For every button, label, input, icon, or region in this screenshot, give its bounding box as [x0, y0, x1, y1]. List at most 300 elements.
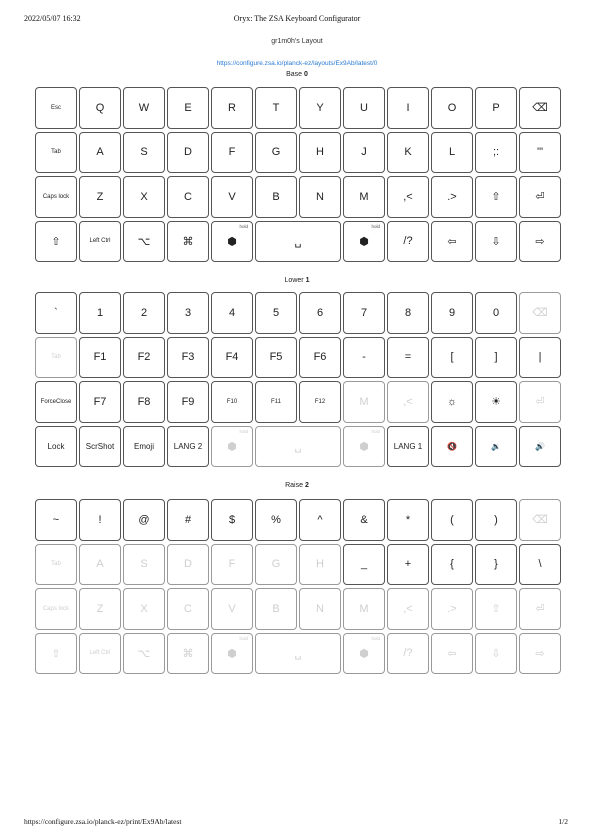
key-label: A [96, 146, 104, 159]
key-label: ! [98, 513, 102, 526]
key-arrow-down[interactable] [475, 633, 517, 675]
key-label: Caps lock [42, 193, 70, 200]
key-label: ,< [403, 395, 413, 408]
key-volume-up[interactable] [519, 426, 561, 468]
key-legend[interactable] [475, 87, 517, 129]
key-legend[interactable] [79, 337, 121, 379]
key-legend[interactable] [475, 499, 517, 541]
key-label: } [494, 558, 498, 571]
key-space[interactable] [255, 221, 341, 263]
shift-icon: ⇧ [491, 191, 501, 204]
key-layer-cube[interactable] [211, 221, 253, 263]
layer-label-raise: Raise 2 [285, 482, 309, 489]
key-legend[interactable] [387, 499, 429, 541]
key-label: F11 [271, 398, 281, 405]
key-legend[interactable] [387, 292, 429, 334]
key-legend[interactable] [167, 176, 209, 218]
key-legend[interactable] [387, 221, 429, 263]
key-legend[interactable] [211, 292, 253, 334]
key-layer-cube[interactable] [211, 426, 253, 468]
key-legend[interactable] [79, 426, 121, 468]
key-label: Z [96, 190, 104, 203]
key-legend[interactable] [519, 337, 561, 379]
key-volume-down[interactable] [475, 426, 517, 468]
key-brightness-up[interactable] [475, 381, 517, 423]
key-shift[interactable] [475, 588, 517, 630]
key-label: ( [450, 513, 454, 526]
key-label: V [228, 190, 236, 203]
key-label: Tab [51, 354, 61, 361]
command-icon: ⌘ [182, 235, 194, 248]
key-label: 1 [96, 306, 104, 319]
key-legend[interactable] [299, 588, 341, 630]
key-label: B [272, 602, 280, 615]
key-label: F7 [93, 395, 107, 408]
key-legend[interactable] [123, 176, 165, 218]
key-legend[interactable] [255, 87, 297, 129]
key-label: U [360, 101, 368, 114]
mute-icon: 🔇 [447, 441, 457, 451]
key-legend[interactable] [299, 544, 341, 586]
key-legend[interactable] [167, 87, 209, 129]
key-legend[interactable] [255, 499, 297, 541]
key-label: Q [95, 101, 105, 114]
key-label: % [271, 513, 281, 526]
key-label: * [405, 513, 411, 526]
key-label: D [184, 146, 192, 159]
key-option[interactable] [123, 633, 165, 675]
key-label: Tab [51, 561, 61, 568]
hold-tag: hold [371, 635, 380, 641]
key-enter[interactable] [519, 176, 561, 218]
key-label: M [359, 395, 369, 408]
arrow-left-icon: ⇦ [447, 235, 457, 248]
key-legend[interactable] [79, 381, 121, 423]
key-command[interactable] [167, 221, 209, 263]
key-arrow-down[interactable] [475, 221, 517, 263]
key-label: Esc [50, 104, 61, 111]
key-label: F9 [181, 395, 195, 408]
key-label: 2 [140, 306, 148, 319]
layer-grid-lower [35, 292, 561, 467]
key-shift[interactable] [35, 633, 77, 675]
key-legend[interactable] [431, 292, 473, 334]
key-label: Z [96, 602, 104, 615]
key-legend[interactable] [79, 633, 121, 675]
key-legend[interactable] [299, 337, 341, 379]
key-label: @ [138, 513, 150, 526]
layer-cube-icon: ⬢ [227, 647, 237, 660]
space-icon: ␣ [294, 235, 302, 248]
key-legend[interactable] [387, 87, 429, 129]
key-label: & [360, 513, 368, 526]
key-legend[interactable] [79, 588, 121, 630]
key-label: F [228, 558, 236, 571]
key-label: N [316, 602, 324, 615]
key-legend[interactable] [123, 87, 165, 129]
key-legend[interactable] [35, 176, 77, 218]
key-label: N [316, 190, 324, 203]
key-legend[interactable] [343, 87, 385, 129]
brightness-up-icon: ☀ [491, 396, 501, 409]
key-legend[interactable] [431, 588, 473, 630]
key-legend[interactable] [211, 588, 253, 630]
key-layer-cube[interactable] [343, 221, 385, 263]
key-space[interactable] [255, 426, 341, 468]
key-legend[interactable] [387, 426, 429, 468]
key-legend[interactable] [79, 221, 121, 263]
key-label: 7 [360, 306, 368, 319]
key-label: G [271, 146, 281, 159]
key-option[interactable] [123, 221, 165, 263]
key-layer-cube[interactable] [211, 633, 253, 675]
key-label: C [184, 602, 192, 615]
key-legend[interactable] [387, 337, 429, 379]
key-label: .> [447, 602, 457, 615]
key-legend[interactable] [343, 292, 385, 334]
key-label: C [184, 190, 192, 203]
key-shift[interactable] [35, 221, 77, 263]
option-icon: ⌥ [137, 647, 151, 660]
key-label: G [271, 558, 281, 571]
key-legend[interactable] [431, 132, 473, 174]
key-legend[interactable] [343, 499, 385, 541]
key-label: X [140, 190, 148, 203]
key-label: 0 [492, 306, 500, 319]
key-legend[interactable] [475, 544, 517, 586]
key-label: Left Ctrl [89, 650, 111, 657]
space-icon: ␣ [294, 440, 302, 453]
key-label: 8 [404, 306, 412, 319]
layer-cube-icon: ⬢ [227, 235, 237, 248]
key-label: T [272, 101, 280, 114]
key-label: Y [316, 101, 324, 114]
key-legend[interactable] [167, 426, 209, 468]
key-arrow-right[interactable] [519, 633, 561, 675]
key-legend[interactable] [211, 381, 253, 423]
key-legend[interactable] [123, 588, 165, 630]
key-legend[interactable] [519, 132, 561, 174]
enter-icon: ⏎ [535, 396, 545, 409]
layer-cube-icon: ⬢ [359, 440, 369, 453]
key-legend[interactable] [387, 381, 429, 423]
key-label: H [316, 146, 324, 159]
key-label: M [359, 602, 369, 615]
key-enter[interactable] [519, 588, 561, 630]
key-label: | [538, 351, 542, 364]
key-label: - [362, 351, 366, 364]
key-layer-cube[interactable] [343, 633, 385, 675]
key-legend[interactable] [299, 381, 341, 423]
shift-icon: ⇧ [491, 603, 501, 616]
key-label: P [492, 101, 500, 114]
key-label: ] [494, 351, 498, 364]
key-label: F12 [314, 398, 326, 405]
key-mute[interactable] [431, 426, 473, 468]
key-label: 3 [184, 306, 192, 319]
key-legend[interactable] [387, 633, 429, 675]
key-legend[interactable] [79, 176, 121, 218]
key-label: ScrShot [85, 441, 115, 451]
key-label: S [140, 146, 148, 159]
key-legend[interactable] [167, 132, 209, 174]
key-label: F5 [269, 351, 283, 364]
key-legend[interactable] [35, 292, 77, 334]
hold-tag: hold [239, 223, 248, 229]
key-legend[interactable] [255, 381, 297, 423]
key-legend[interactable] [343, 176, 385, 218]
key-label: E [184, 101, 192, 114]
key-legend[interactable] [475, 132, 517, 174]
key-label: ) [494, 513, 498, 526]
key-layer-cube[interactable] [343, 426, 385, 468]
key-legend[interactable] [79, 132, 121, 174]
enter-icon: ⏎ [535, 191, 545, 204]
key-label: ` [54, 306, 58, 319]
key-label: F8 [137, 395, 151, 408]
key-legend[interactable] [387, 588, 429, 630]
print-header [0, 14, 594, 26]
volume-up-icon: 🔊 [535, 441, 545, 451]
key-label: F2 [137, 351, 151, 364]
key-label: ~ [52, 513, 60, 526]
layer-label-lower: Lower 1 [284, 277, 310, 284]
key-legend[interactable] [343, 588, 385, 630]
key-label: S [140, 558, 148, 571]
key-label: 9 [448, 306, 456, 319]
key-legend[interactable] [343, 337, 385, 379]
key-label: M [359, 190, 369, 203]
key-legend[interactable] [35, 87, 77, 129]
brightness-down-icon: ☼ [446, 395, 458, 408]
hold-tag: hold [239, 635, 248, 641]
volume-down-icon: 🔉 [491, 441, 501, 451]
key-legend[interactable] [167, 588, 209, 630]
key-arrow-right[interactable] [519, 221, 561, 263]
key-label: $ [228, 513, 236, 526]
key-label: X [140, 602, 148, 615]
key-label: = [404, 351, 412, 364]
key-legend[interactable] [299, 87, 341, 129]
key-label: O [447, 101, 457, 114]
key-legend[interactable] [519, 544, 561, 586]
key-label: L [448, 146, 456, 159]
arrow-right-icon: ⇨ [535, 235, 545, 248]
key-label: \ [538, 558, 542, 571]
key-legend[interactable] [255, 588, 297, 630]
key-label: Caps lock [42, 605, 70, 612]
key-legend[interactable] [343, 132, 385, 174]
hold-tag: hold [371, 428, 380, 434]
key-legend[interactable] [255, 132, 297, 174]
key-label: Left Ctrl [89, 238, 111, 245]
key-label: .> [447, 190, 457, 203]
print-page-number: 1/2 [558, 817, 568, 826]
key-backspace[interactable] [519, 87, 561, 129]
key-legend[interactable] [79, 87, 121, 129]
key-label: F10 [226, 398, 238, 405]
key-arrow-left[interactable] [431, 221, 473, 263]
key-legend[interactable] [167, 544, 209, 586]
key-label: ;: [492, 146, 500, 159]
key-label: + [404, 558, 412, 571]
key-label: F [228, 146, 236, 159]
key-label: { [450, 558, 454, 571]
key-legend[interactable] [475, 337, 517, 379]
key-label: V [228, 602, 236, 615]
key-legend[interactable] [211, 499, 253, 541]
layer-grid-raise [35, 499, 561, 674]
key-legend[interactable] [35, 337, 77, 379]
key-label: ^ [317, 513, 323, 526]
key-legend[interactable] [387, 176, 429, 218]
key-label: R [228, 101, 236, 114]
layer-label-base: Base 0 [286, 71, 308, 78]
key-legend[interactable] [123, 337, 165, 379]
key-label: D [184, 558, 192, 571]
key-legend[interactable] [387, 132, 429, 174]
key-label: K [404, 146, 412, 159]
print-footer [0, 817, 594, 829]
key-legend[interactable] [299, 292, 341, 334]
key-legend[interactable] [35, 426, 77, 468]
key-legend[interactable] [299, 176, 341, 218]
key-legend[interactable] [431, 87, 473, 129]
key-legend[interactable] [299, 499, 341, 541]
key-label: '" [536, 146, 543, 159]
key-label: ,< [403, 602, 413, 615]
hold-tag: hold [371, 223, 380, 229]
key-label: _ [360, 558, 368, 571]
key-legend[interactable] [211, 337, 253, 379]
key-label: H [316, 558, 324, 571]
arrow-down-icon: ⇩ [491, 647, 501, 660]
backspace-icon: ⌫ [532, 102, 548, 115]
key-label: 5 [272, 306, 280, 319]
key-backspace[interactable] [519, 292, 561, 334]
key-legend[interactable] [475, 292, 517, 334]
key-legend[interactable] [211, 176, 253, 218]
print-footer-url: https://configure.zsa.io/planck-ez/print/Ex9Ab/latest [24, 817, 182, 826]
key-label: /? [403, 235, 413, 248]
key-legend[interactable] [123, 499, 165, 541]
key-label: F1 [93, 351, 107, 364]
shift-icon: ⇧ [51, 235, 61, 248]
key-legend[interactable] [79, 292, 121, 334]
key-label: [ [450, 351, 454, 364]
key-label: F4 [225, 351, 239, 364]
key-label: A [96, 558, 104, 571]
print-title: Oryx: The ZSA Keyboard Configurator [233, 14, 361, 23]
key-legend[interactable] [35, 499, 77, 541]
key-label: 4 [228, 306, 236, 319]
key-legend[interactable] [431, 544, 473, 586]
arrow-right-icon: ⇨ [535, 647, 545, 660]
key-label: LANG 2 [173, 441, 203, 451]
key-arrow-left[interactable] [431, 633, 473, 675]
key-label: 6 [316, 306, 324, 319]
key-legend[interactable] [211, 132, 253, 174]
key-legend[interactable] [299, 132, 341, 174]
key-label: F3 [181, 351, 195, 364]
key-legend[interactable] [123, 426, 165, 468]
key-legend[interactable] [211, 544, 253, 586]
key-legend[interactable] [123, 132, 165, 174]
key-legend[interactable] [35, 132, 77, 174]
key-legend[interactable] [167, 381, 209, 423]
key-label: /? [403, 647, 413, 660]
key-legend[interactable] [35, 588, 77, 630]
key-legend[interactable] [123, 381, 165, 423]
key-legend[interactable] [123, 292, 165, 334]
layout-title: gr1m0h's Layout [271, 38, 323, 45]
key-label: ForceClose [40, 398, 72, 405]
layer-cube-icon: ⬢ [359, 235, 369, 248]
key-legend[interactable] [211, 87, 253, 129]
key-label: ,< [403, 190, 413, 203]
key-legend[interactable] [255, 544, 297, 586]
enter-icon: ⏎ [535, 603, 545, 616]
layer-cube-icon: ⬢ [227, 440, 237, 453]
key-legend[interactable] [167, 292, 209, 334]
hold-tag: hold [239, 428, 248, 434]
layer-cube-icon: ⬢ [359, 647, 369, 660]
backspace-icon: ⌫ [532, 307, 548, 320]
key-legend[interactable] [431, 499, 473, 541]
key-label: B [272, 190, 280, 203]
key-legend[interactable] [123, 544, 165, 586]
key-legend[interactable] [431, 337, 473, 379]
key-legend[interactable] [255, 292, 297, 334]
key-legend[interactable] [167, 337, 209, 379]
key-legend[interactable] [255, 176, 297, 218]
key-command[interactable] [167, 633, 209, 675]
key-legend[interactable] [387, 544, 429, 586]
layer-grid-base [35, 87, 561, 262]
key-legend[interactable] [431, 176, 473, 218]
key-legend[interactable] [167, 499, 209, 541]
key-label: LANG 1 [393, 441, 423, 451]
key-legend[interactable] [35, 544, 77, 586]
arrow-left-icon: ⇦ [447, 647, 457, 660]
key-brightness-down[interactable] [431, 381, 473, 423]
key-label: F6 [313, 351, 327, 364]
key-label: I [406, 101, 410, 114]
print-datetime: 2022/05/07 16:32 [24, 14, 81, 23]
key-shift[interactable] [475, 176, 517, 218]
space-icon: ␣ [294, 647, 302, 660]
command-icon: ⌘ [182, 647, 194, 660]
key-legend[interactable] [79, 499, 121, 541]
key-label: W [138, 101, 150, 114]
key-legend[interactable] [79, 544, 121, 586]
key-label: Tab [51, 149, 61, 156]
key-legend[interactable] [35, 381, 77, 423]
key-backspace[interactable] [519, 499, 561, 541]
key-legend[interactable] [343, 544, 385, 586]
key-legend[interactable] [255, 337, 297, 379]
layout-link[interactable]: https://configure.zsa.io/planck-ez/layouts/Ex9Ab/latest/0 [216, 60, 378, 67]
key-label: Lock [47, 441, 65, 451]
key-enter[interactable] [519, 381, 561, 423]
arrow-down-icon: ⇩ [491, 235, 501, 248]
key-space[interactable] [255, 633, 341, 675]
shift-icon: ⇧ [51, 647, 61, 660]
key-label: Emoji [133, 441, 154, 451]
key-label: J [361, 146, 367, 159]
key-legend[interactable] [343, 381, 385, 423]
backspace-icon: ⌫ [532, 514, 548, 527]
